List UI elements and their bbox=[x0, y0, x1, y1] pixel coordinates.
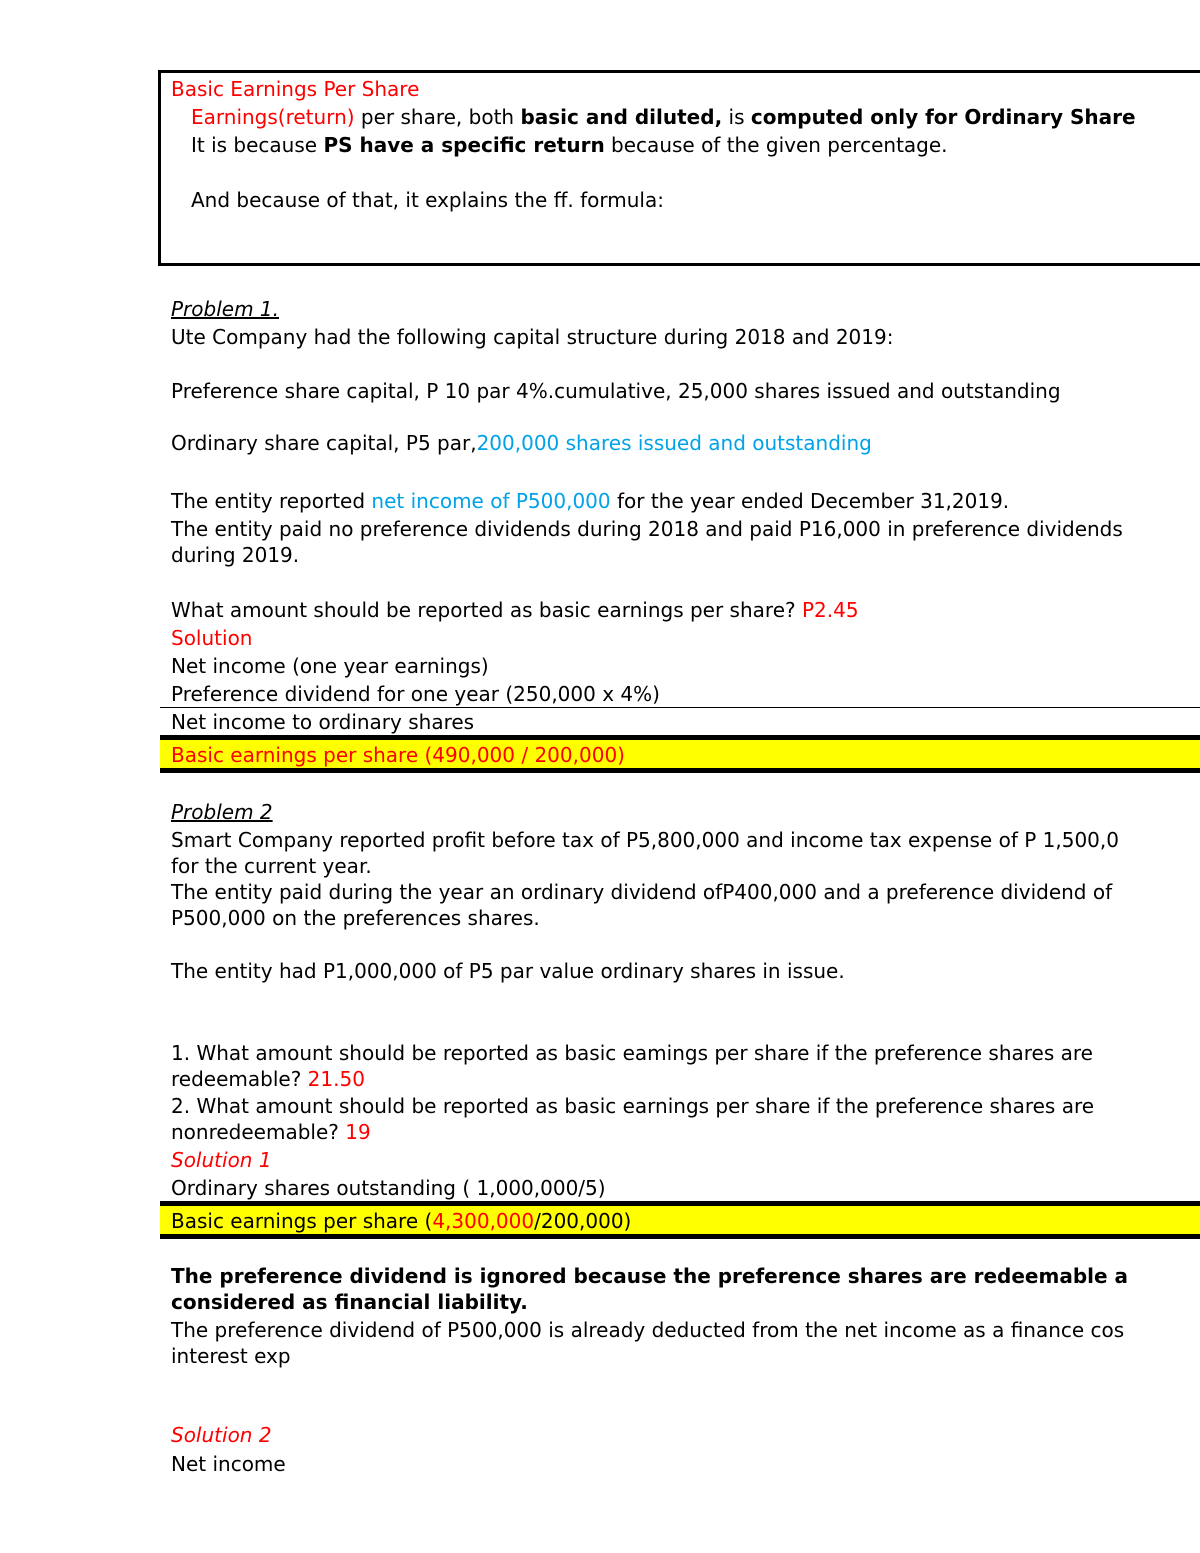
intro-title: Basic Earnings Per Share bbox=[171, 77, 420, 101]
intro-line-1: Earnings(return) per share, both basic and diluted, is computed only for Ordinary Share bbox=[191, 105, 1136, 129]
divider-rule bbox=[160, 768, 1200, 773]
problem1-question: What amount should be reported as basic earnings per share? P2.45 bbox=[171, 598, 859, 622]
problem1-line-4: The entity reported net income of P500,000 for the year ended December 31,2019. bbox=[171, 489, 1010, 513]
problem1-line-5: The entity paid no preference dividends during 2018 and paid P16,000 in preference dividends bbox=[171, 517, 1123, 541]
problem2-solution-2-line-1: Net income bbox=[171, 1452, 286, 1476]
problem2-solution-2-label: Solution 2 bbox=[171, 1423, 272, 1447]
problem2-question-2-answer: nonredeemable? 19 bbox=[171, 1120, 371, 1144]
problem1-solution-line-1: Net income (one year earnings) bbox=[171, 654, 489, 678]
problem2-heading: Problem 2 bbox=[171, 800, 273, 824]
problem2-solution-1-line-2: Basic earnings per share (4,300,000/200,000) bbox=[171, 1209, 632, 1233]
problem1-line-3: Ordinary share capital, P5 par,200,000 shares issued and outstanding bbox=[171, 431, 872, 455]
problem2-question-2: 2. What amount should be reported as basic earnings per share if the preference shares are bbox=[171, 1094, 1095, 1118]
problem1-solution-line-4: Basic earnings per share (490,000 / 200,000) bbox=[171, 743, 625, 767]
problem2-line-1: Smart Company reported profit before tax of P5,800,000 and income tax expense of P 1,500,0 bbox=[171, 828, 1119, 852]
problem2-note-2: considered as financial liability. bbox=[171, 1290, 528, 1314]
problem1-solution-line-3: Net income to ordinary shares bbox=[171, 710, 475, 734]
problem1-line-2: Preference share capital, P 10 par 4%.cumulative, 25,000 shares issued and outstanding bbox=[171, 379, 1061, 403]
problem1-solution-line-2: Preference dividend for one year (250,000 x 4%) bbox=[171, 682, 660, 706]
problem1-line-6: during 2019. bbox=[171, 543, 300, 567]
problem2-note-1: The preference dividend is ignored because the preference shares are redeemable a bbox=[171, 1264, 1129, 1288]
problem2-solution-1-line-1: Ordinary shares outstanding ( 1,000,000/5) bbox=[171, 1176, 606, 1200]
problem1-line-1: Ute Company had the following capital structure during 2018 and 2019: bbox=[171, 325, 894, 349]
divider-rule bbox=[160, 707, 1200, 708]
problem2-question-1-answer: redeemable? 21.50 bbox=[171, 1067, 365, 1091]
problem1-heading: Problem 1. bbox=[171, 297, 279, 321]
problem2-note-3: The preference dividend of P500,000 is already deducted from the net income as a finance cos bbox=[171, 1318, 1125, 1342]
problem2-question-1: 1. What amount should be reported as basic eamings per share if the preference shares are bbox=[171, 1041, 1093, 1065]
intro-line-3: And because of that, it explains the ff. formula: bbox=[191, 188, 664, 212]
problem2-line-5: The entity had P1,000,000 of P5 par value ordinary shares in issue. bbox=[171, 959, 845, 983]
problem2-line-4: P500,000 on the preferences shares. bbox=[171, 906, 540, 930]
problem2-note-4: interest exp bbox=[171, 1344, 291, 1368]
intro-line-2: It is because PS have a specific return because of the given percentage. bbox=[191, 133, 948, 157]
problem2-line-2: for the current year. bbox=[171, 854, 372, 878]
problem1-solution-label: Solution bbox=[171, 626, 253, 650]
problem2-line-3: The entity paid during the year an ordinary dividend ofP400,000 and a preference dividend of bbox=[171, 880, 1113, 904]
problem2-solution-1-label: Solution 1 bbox=[171, 1148, 272, 1172]
divider-rule bbox=[160, 1234, 1200, 1239]
